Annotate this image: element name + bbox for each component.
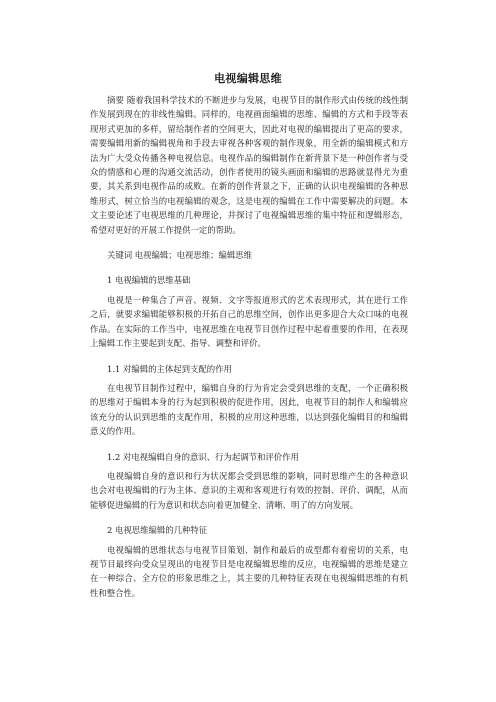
section-2-paragraph: 电视编辑的思维状态与电视节目策划、制作和最后的成型都有着密切的关系，电视节目最终向受众呈现出的电视节目是电视编辑思维的反应，电视编辑的思维是建立在一种综合、全方位的形象思维之上，其主要的几种特征表现在电视编辑思维的有机性和整合性。 [90,544,408,598]
section-1-1-paragraph: 在电视节目制作过程中，编辑自身的行为肯定会受到思维的支配，一个正确积极的思维对于编辑本身的行为起到积极的促进作用，因此，电视节目的制作人和编辑应该充分的认识到思维的支配作用，积极的应用这种思维，以达到强化编辑目的和编辑意义的作用。 [90,382,408,437]
section-1-2-paragraph: 电视编辑自身的意识和行为状况都会受到思维的影响，同时思维产生的各种意识也会对电视编辑的行为主体、意识的主观和客观进行有效的控制、评价、调配，从而能够促进编辑的行为意识和状态向着更加健全、清晰、明了的方向发展。 [90,470,408,510]
section-2-heading: 2 电视思维编辑的几种特征 [107,525,208,536]
section-1-heading: 1 电视编辑的思维基础 [107,275,191,286]
keywords-line: 关键词 电视编辑；电视思维；编辑思维 [107,250,253,261]
abstract-paragraph: 摘要 随着我国科学技术的不断进步与发展，电视节目的制作形式由传统的线性制作发展到现在的非线性编辑。同样的，电视画面编辑的思维、编辑的方式和手段等表现形式更加的多样，留给制作者的空间更大，因此对电视的编辑提出了更高的要求，需要编辑用新的编辑视角和手段去审视各种客观的制作现象，用全新的编辑模式和方法为广大受众传播各种电视信息。电视作品的编辑制作在新背景下是一种创作者与受众的情感和心理的沟通交流活动，创作者使用的镜头画面和编辑的思路就显得尤为重要，其关系到电视作品的成败。在新的创作背景之下，正确的认识电视编辑的各种思维形式，树立恰当的电视编辑的观念，这是电视的编辑在工作中需要解决的问题。本文主要论述了电视思维的几种理论，并探讨了电视编辑思维的集中特征和逻辑形态，希望对更好的开展工作提供一定的帮助。 [90,95,408,235]
section-1-1-heading: 1.1 对编辑的主体起到支配的作用 [107,363,232,374]
section-1-paragraph: 电视是一种集合了声音、视频、文字等报道形式的艺术表现形式，其在进行工作之后，就要求编辑能够积极的开拓自己的思维空间，创作出更多迎合大众口味的电视作品。在实际的工作当中，电视思维在电视节目创作过程中起着重要的作用，在表现上编辑工作主要起到支配、指导、调整和评价。 [90,294,408,349]
document-body [90,93,408,600]
section-1-2-heading: 1.2 对电视编辑自身的意识、行为起调节和评价作用 [107,451,299,462]
document-title: 电视编辑思维 [214,72,282,85]
